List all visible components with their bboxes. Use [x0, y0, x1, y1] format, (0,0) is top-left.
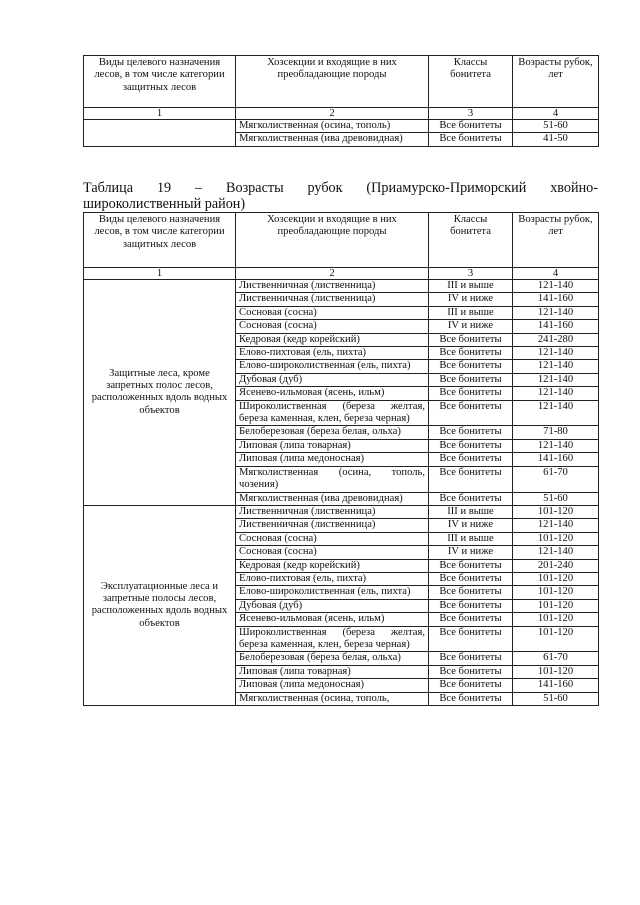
class-cell: III и выше: [429, 505, 513, 518]
table-18-continuation: [83, 55, 599, 147]
class-cell: Все бонитеты: [429, 492, 513, 505]
header-age: Возрасты рубок, лет: [513, 56, 599, 108]
section-cell: Широколиственная (береза желтая, береза каменная, клен, береза черная): [236, 400, 429, 426]
class-cell: Все бонитеты: [429, 120, 513, 133]
class-cell: Все бонитеты: [429, 333, 513, 346]
class-cell: Все бонитеты: [429, 572, 513, 585]
section-cell: Сосновая (сосна): [236, 546, 429, 559]
section-cell: Мягколиственная (осина, тополь,: [236, 692, 429, 705]
class-cell: Все бонитеты: [429, 373, 513, 386]
section-cell: Сосновая (сосна): [236, 306, 429, 319]
section-cell: Сосновая (сосна): [236, 320, 429, 333]
class-cell: Все бонитеты: [429, 347, 513, 360]
age-cell: 61-70: [513, 652, 599, 665]
class-cell: Все бонитеты: [429, 400, 513, 426]
header-section: Хозсекции и входящие в них преобладающие породы: [236, 56, 429, 108]
age-cell: 121-140: [513, 373, 599, 386]
age-cell: 101-120: [513, 665, 599, 678]
class-cell: IV и ниже: [429, 546, 513, 559]
category-cell: Защитные леса, кроме запретных полос лесов, расположенных вдоль водных объектов: [84, 280, 236, 506]
age-cell: 71-80: [513, 426, 599, 439]
class-cell: Все бонитеты: [429, 586, 513, 599]
category-cell-empty: [84, 120, 236, 147]
class-cell: III и выше: [429, 532, 513, 545]
column-number: 1: [84, 268, 236, 280]
section-cell: Лиственничная (лиственница): [236, 293, 429, 306]
section-cell: Ясенево-ильмовая (ясень, ильм): [236, 613, 429, 626]
age-cell: 201-240: [513, 559, 599, 572]
class-cell: Все бонитеты: [429, 599, 513, 612]
section-cell: Дубовая (дуб): [236, 599, 429, 612]
table-19-caption: Таблица 19 – Возрасты рубок (Приамурско-Приморский хвойно-: [83, 180, 598, 196]
category-cell: Эксплуатационные леса и запретные полосы лесов, расположенных вдоль водных объектов: [84, 505, 236, 705]
table-row: [84, 505, 599, 518]
age-cell: 121-140: [513, 519, 599, 532]
column-number: 1: [84, 108, 236, 120]
column-number-row: [84, 268, 599, 280]
age-cell: 41-50: [513, 133, 599, 146]
class-cell: Все бонитеты: [429, 692, 513, 705]
age-cell: 51-60: [513, 492, 599, 505]
age-cell: 101-120: [513, 532, 599, 545]
class-cell: III и выше: [429, 280, 513, 293]
section-cell: Белоберезовая (береза белая, ольха): [236, 426, 429, 439]
class-cell: Все бонитеты: [429, 426, 513, 439]
age-cell: 51-60: [513, 692, 599, 705]
class-cell: IV и ниже: [429, 320, 513, 333]
section-cell: Мягколиственная (ива древовидная): [236, 492, 429, 505]
section-cell: Дубовая (дуб): [236, 373, 429, 386]
column-number: 2: [236, 268, 429, 280]
table-19-caption-line2: широколиственный район): [83, 196, 246, 212]
table-row: [84, 120, 599, 133]
age-cell: 101-120: [513, 586, 599, 599]
age-cell: 121-140: [513, 347, 599, 360]
class-cell: IV и ниже: [429, 519, 513, 532]
class-cell: Все бонитеты: [429, 613, 513, 626]
group-protective-forests: [84, 280, 599, 506]
section-cell: Липовая (липа товарная): [236, 439, 429, 452]
column-number: 4: [513, 268, 599, 280]
age-cell: 61-70: [513, 466, 599, 492]
age-cell: 121-140: [513, 400, 599, 426]
header-section: Хозсекции и входящие в них преобладающие породы: [236, 213, 429, 268]
column-number: 4: [513, 108, 599, 120]
class-cell: Все бонитеты: [429, 652, 513, 665]
header-class: Классы бонитета: [429, 213, 513, 268]
section-cell: Елово-широколиственная (ель, пихта): [236, 586, 429, 599]
table-header-row: [84, 56, 599, 108]
age-cell: 121-140: [513, 439, 599, 452]
age-cell: 101-120: [513, 572, 599, 585]
section-cell: Лиственничная (лиственница): [236, 505, 429, 518]
age-cell: 121-140: [513, 280, 599, 293]
age-cell: 141-160: [513, 320, 599, 333]
class-cell: Все бонитеты: [429, 387, 513, 400]
section-cell: Липовая (липа товарная): [236, 665, 429, 678]
class-cell: Все бонитеты: [429, 626, 513, 652]
section-cell: Липовая (липа медоносная): [236, 679, 429, 692]
section-cell: Кедровая (кедр корейский): [236, 559, 429, 572]
age-cell: 101-120: [513, 505, 599, 518]
age-cell: 141-160: [513, 293, 599, 306]
section-cell: Мягколиственная (осина, тополь): [236, 120, 429, 133]
column-number: 2: [236, 108, 429, 120]
header-class: Классы бонитета: [429, 56, 513, 108]
section-cell: Лиственничная (лиственница): [236, 280, 429, 293]
section-cell: Сосновая (сосна): [236, 532, 429, 545]
class-cell: III и выше: [429, 306, 513, 319]
class-cell: IV и ниже: [429, 293, 513, 306]
section-cell: Елово-пихтовая (ель, пихта): [236, 572, 429, 585]
age-cell: 121-140: [513, 546, 599, 559]
age-cell: 51-60: [513, 120, 599, 133]
column-number: 3: [429, 268, 513, 280]
table-row: [84, 280, 599, 293]
section-cell: Мягколиственная (ива древовидная): [236, 133, 429, 146]
class-cell: Все бонитеты: [429, 133, 513, 146]
age-cell: 121-140: [513, 360, 599, 373]
class-cell: Все бонитеты: [429, 559, 513, 572]
age-cell: 241-280: [513, 333, 599, 346]
age-cell: 141-160: [513, 453, 599, 466]
age-cell: 121-140: [513, 306, 599, 319]
section-cell: Липовая (липа медоносная): [236, 453, 429, 466]
column-number: 3: [429, 108, 513, 120]
column-number-row: [84, 108, 599, 120]
class-cell: Все бонитеты: [429, 453, 513, 466]
class-cell: Все бонитеты: [429, 679, 513, 692]
class-cell: Все бонитеты: [429, 439, 513, 452]
section-cell: Белоберезовая (береза белая, ольха): [236, 652, 429, 665]
group-exploitation-forests: [84, 505, 599, 705]
class-cell: Все бонитеты: [429, 466, 513, 492]
header-age: Возрасты рубок, лет: [513, 213, 599, 268]
section-cell: Елово-пихтовая (ель, пихта): [236, 347, 429, 360]
section-cell: Кедровая (кедр корейский): [236, 333, 429, 346]
age-cell: 101-120: [513, 599, 599, 612]
age-cell: 101-120: [513, 613, 599, 626]
table-header-row: [84, 213, 599, 268]
section-cell: Мягколиственная (осина, тополь, чозения): [236, 466, 429, 492]
section-cell: Елово-широколиственная (ель, пихта): [236, 360, 429, 373]
table-19: [83, 212, 599, 706]
section-cell: Ясенево-ильмовая (ясень, ильм): [236, 387, 429, 400]
section-cell: Лиственничная (лиственница): [236, 519, 429, 532]
age-cell: 141-160: [513, 679, 599, 692]
header-purpose: Виды целевого назначения лесов, в том числе категории защитных лесов: [84, 56, 236, 108]
class-cell: Все бонитеты: [429, 360, 513, 373]
age-cell: 121-140: [513, 387, 599, 400]
header-purpose: Виды целевого назначения лесов, в том числе категории защитных лесов: [84, 213, 236, 268]
section-cell: Широколиственная (береза желтая, береза каменная, клен, береза черная): [236, 626, 429, 652]
age-cell: 101-120: [513, 626, 599, 652]
class-cell: Все бонитеты: [429, 665, 513, 678]
